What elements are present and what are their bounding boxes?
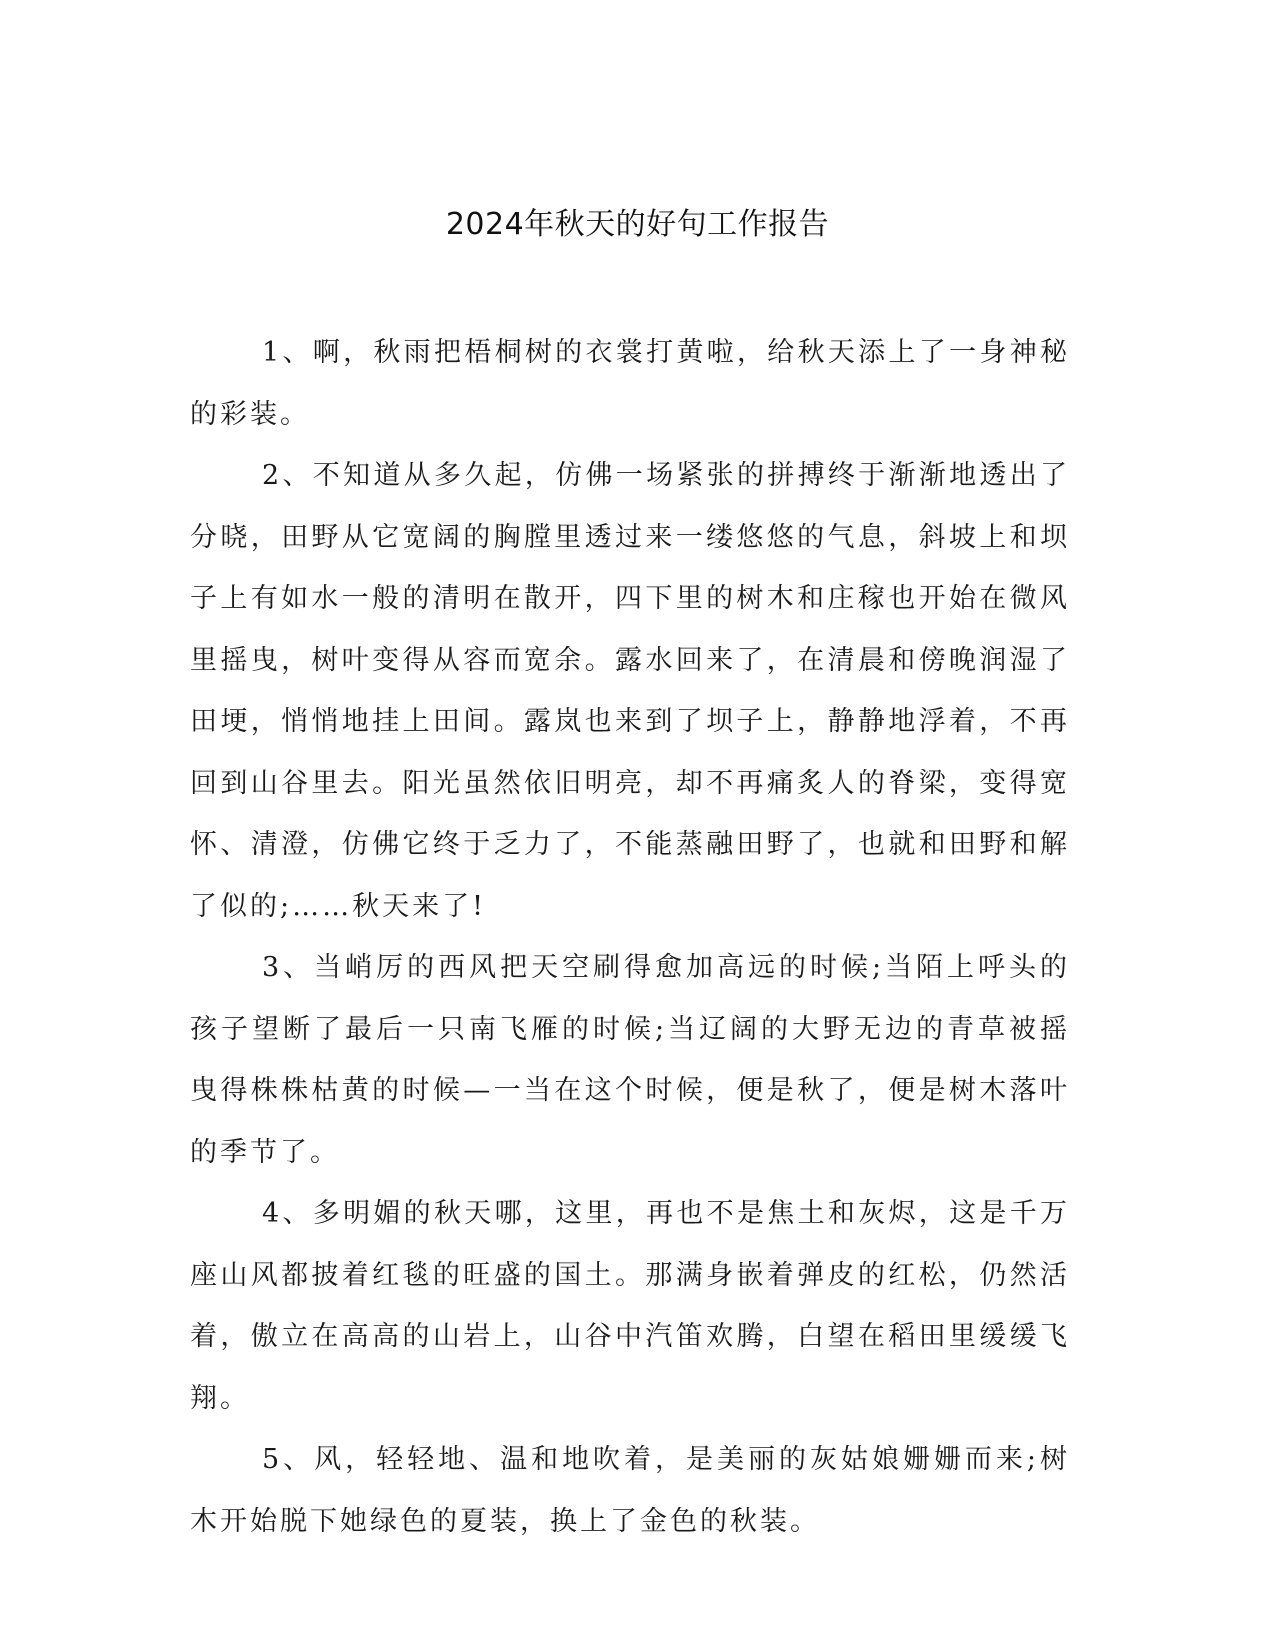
document-body (190, 322, 1070, 1552)
paragraph-3: 3、当峭厉的西风把天空刷得愈加高远的时候;当陌上呼头的孩子望断了最后一只南飞雁的时候;当辽阔的大野无边的青草被摇曳得株株枯黄的时候—一当在这个时候，便是秋了，便是树木落叶的季节了。 (190, 952, 1070, 1168)
paragraph-4: 4、多明媚的秋天哪，这里，再也不是焦土和灰烬，这是千万座山风都披着红毯的旺盛的国土。那满身嵌着弹皮的红松，仍然活着，傲立在高高的山岩上，山谷中汽笛欢腾，白望在稻田里缓缓飞翔。 (190, 1198, 1070, 1414)
document-title: 2024年秋天的好句工作报告 (445, 207, 830, 242)
paragraph-1: 1、啊，秋雨把梧桐树的衣裳打黄啦，给秋天添上了一身神秘的彩装。 (190, 337, 1070, 430)
paragraph-2: 2、不知道从多久起，仿佛一场紧张的拼搏终于渐渐地透出了分晓，田野从它宽阔的胸膛里透过来一缕悠悠的气息，斜坡上和坝子上有如水一般的清明在散开，四下里的树木和庄稼也开始在微风里摇曳，树叶变得从容而宽余。露水回来了，在清晨和傍晚润湿了田埂，悄悄地挂上田间。露岚也来到了坝子上，静静地浮着，不再回到山谷里去。阳光虽然依旧明亮，却不再痛炙人的脊梁，变得宽怀、清澄，仿佛它终于乏力了，不能蒸融田野了，也就和田野和解了似的;……秋天来了! (190, 460, 1070, 922)
paragraph-5: 5、风，轻轻地、温和地吹着，是美丽的灰姑娘姗姗而来;树木开始脱下她绿色的夏装，换上了金色的秋装。 (190, 1444, 1070, 1537)
